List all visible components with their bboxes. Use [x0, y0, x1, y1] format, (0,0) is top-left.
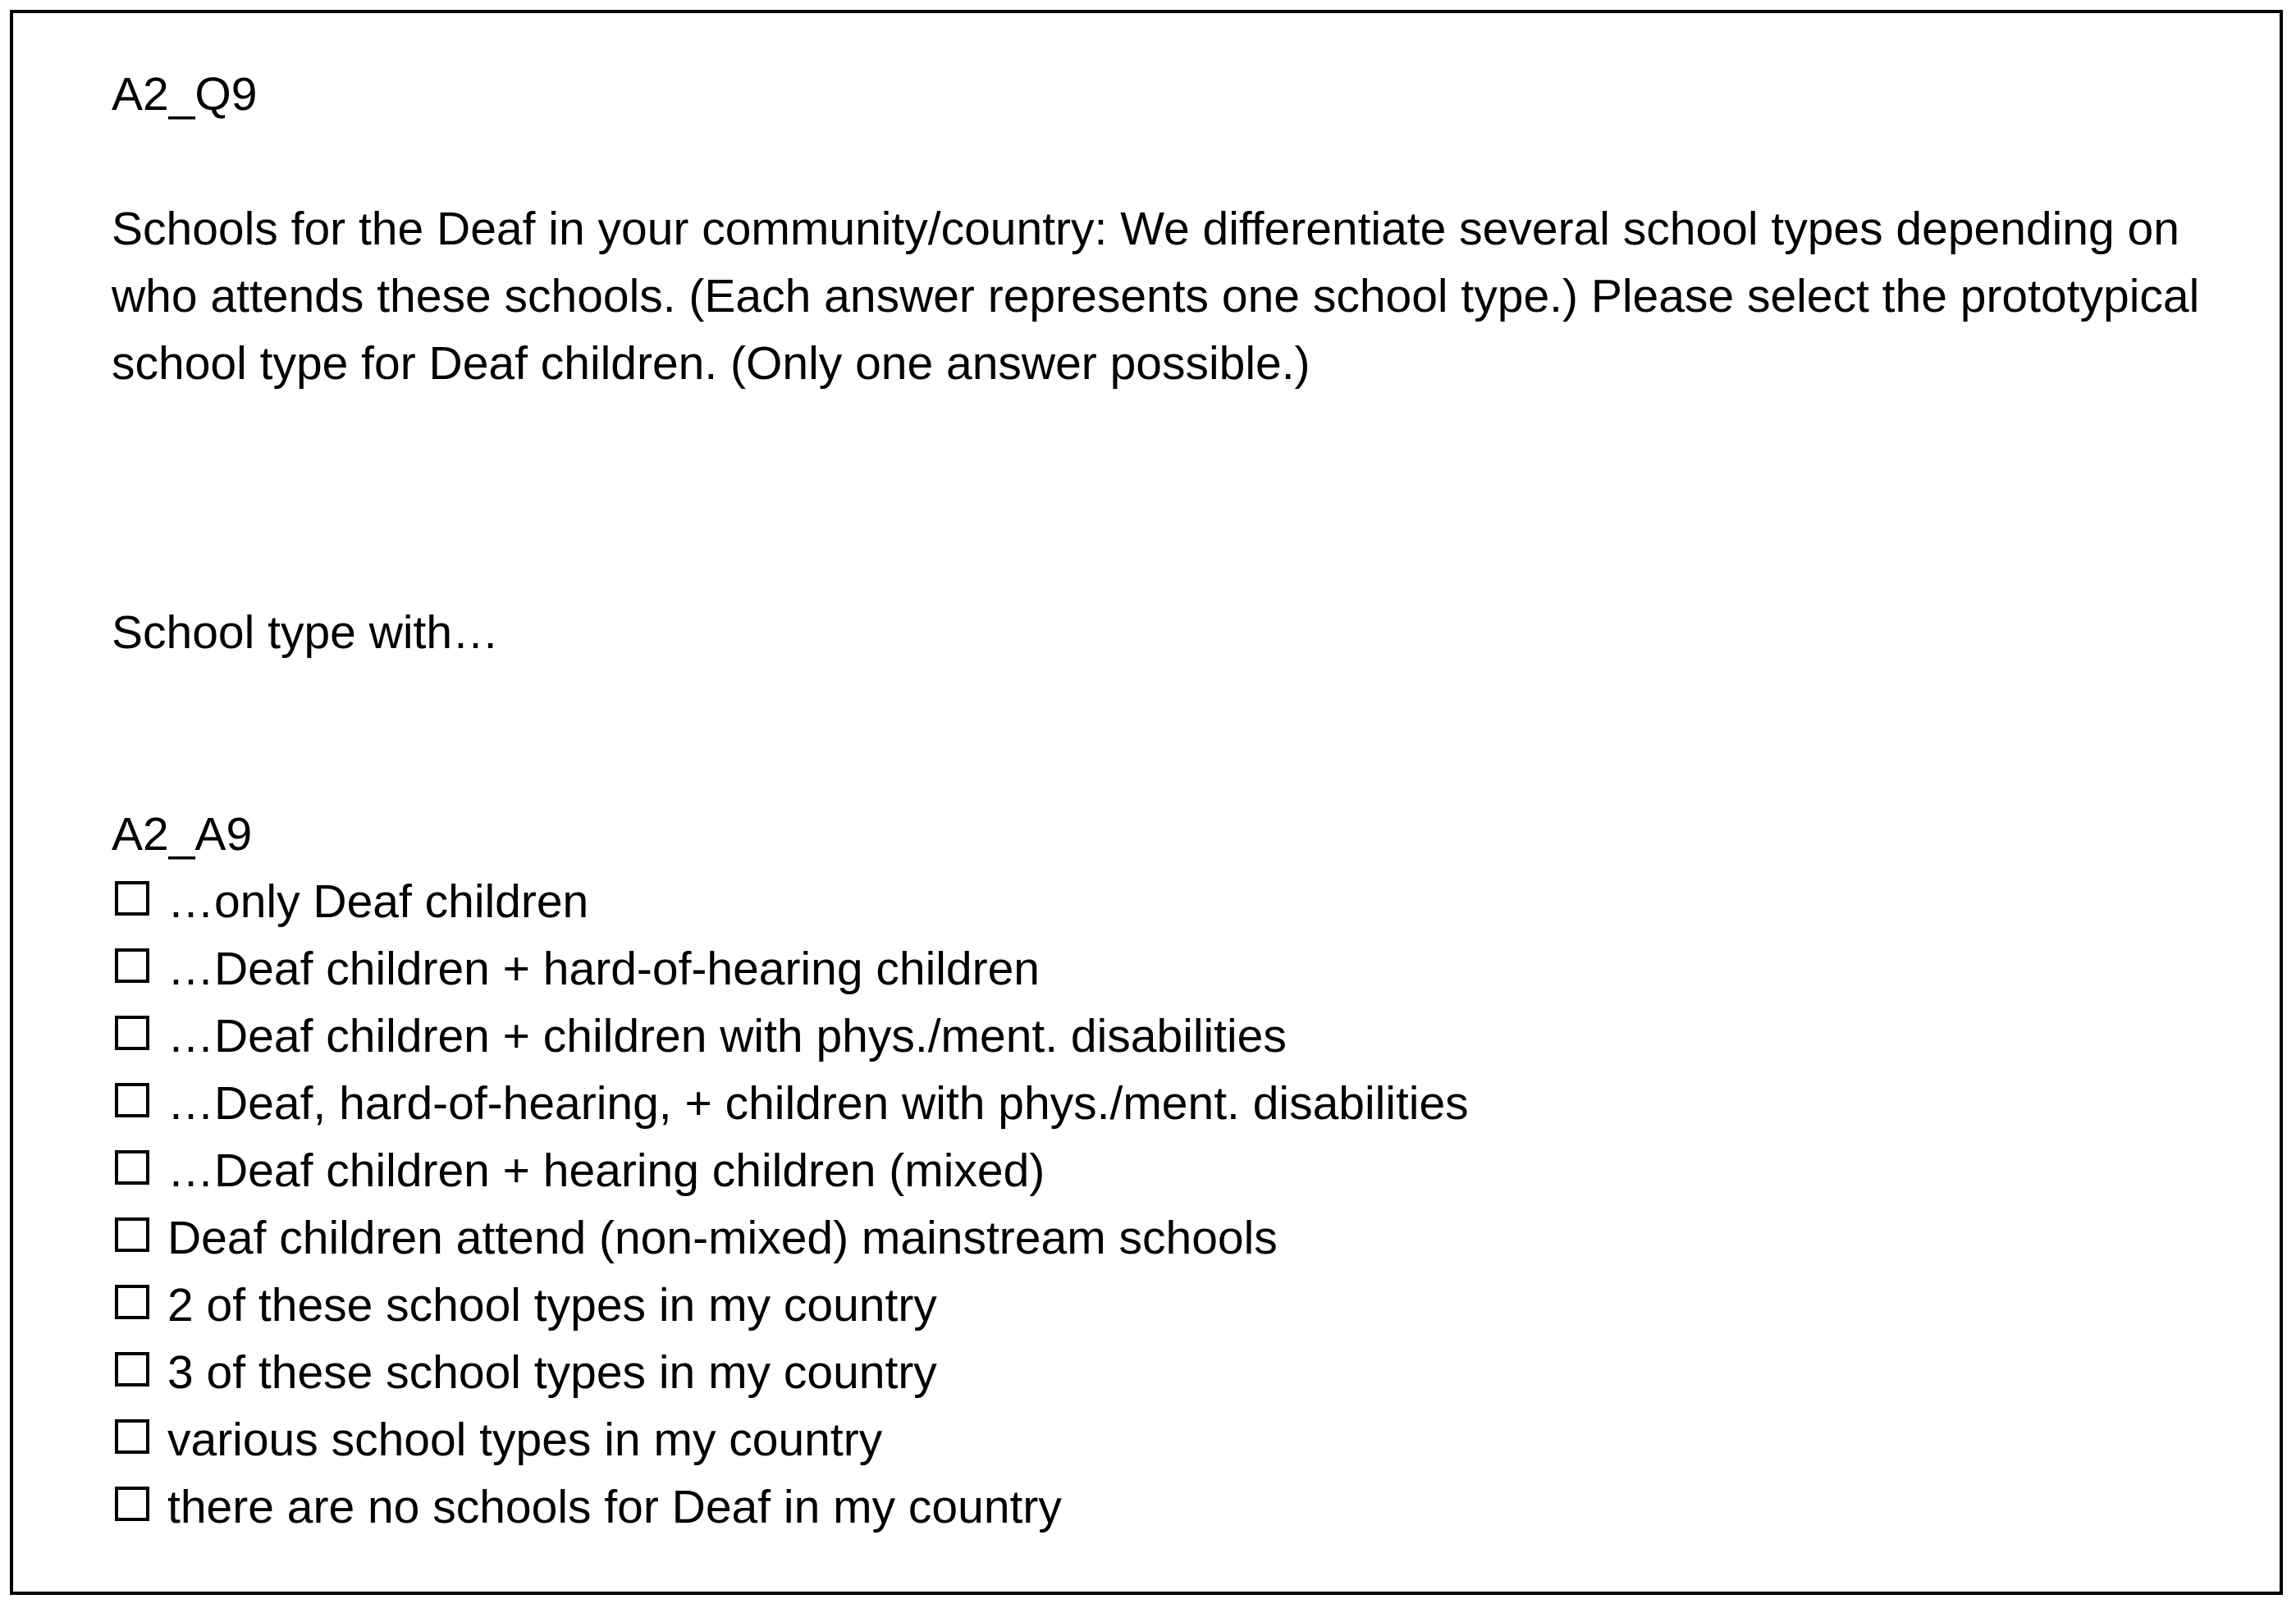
answer-option-label: …Deaf children + hard-of-hearing children	[167, 943, 1040, 995]
answer-option-deaf-hoh-disabilities[interactable]	[112, 1070, 2230, 1137]
question-stem: School type with…	[112, 606, 500, 659]
answer-option-only-deaf[interactable]	[112, 868, 2230, 935]
checkbox-icon[interactable]	[115, 948, 149, 983]
answer-id: A2_A9	[112, 808, 253, 861]
answer-option-label: various school types in my country	[167, 1414, 883, 1466]
answer-option-label: …only Deaf children	[167, 875, 589, 928]
checkbox-icon[interactable]	[115, 1419, 149, 1454]
answer-option-no-schools[interactable]	[112, 1473, 2230, 1541]
answer-option-label: …Deaf children + children with phys./ment. disabilities	[167, 1010, 1287, 1062]
answer-option-label: …Deaf children + hearing children (mixed)	[167, 1144, 1045, 1197]
checkbox-icon[interactable]	[115, 1217, 149, 1252]
checkbox-icon[interactable]	[115, 1150, 149, 1185]
answer-option-deaf-disabilities[interactable]	[112, 1003, 2230, 1070]
answer-option-mainstream[interactable]	[112, 1204, 2230, 1272]
answer-option-deaf-hard-of-hearing[interactable]	[112, 935, 2230, 1003]
checkbox-icon[interactable]	[115, 1487, 149, 1521]
checkbox-icon[interactable]	[115, 1016, 149, 1050]
answer-option-deaf-hearing-mixed[interactable]	[112, 1137, 2230, 1204]
checkbox-icon[interactable]	[115, 1352, 149, 1386]
question-id: A2_Q9	[112, 68, 258, 121]
checkbox-icon[interactable]	[115, 881, 149, 916]
answer-option-label: 3 of these school types in my country	[167, 1346, 937, 1399]
answer-option-various-types[interactable]	[112, 1406, 2230, 1473]
questionnaire-content	[112, 61, 2230, 1541]
answer-options	[112, 868, 2230, 1541]
answer-option-label: there are no schools for Deaf in my country	[167, 1481, 1062, 1533]
questionnaire-frame	[10, 10, 2283, 1595]
checkbox-icon[interactable]	[115, 1083, 149, 1117]
checkbox-icon[interactable]	[115, 1285, 149, 1319]
question-text: Schools for the Deaf in your community/country: We differentiate several school types depending on who attends these schools. (Each answer represents one school type.) Please select the prototypical school type for Deaf children. (Only one answer possible.)	[112, 203, 2200, 390]
answer-option-label: Deaf children attend (non-mixed) mainstream schools	[167, 1212, 1278, 1264]
answer-option-label: …Deaf, hard-of-hearing, + children with phys./ment. disabilities	[167, 1077, 1469, 1130]
answer-option-two-types[interactable]	[112, 1272, 2230, 1339]
answer-option-label: 2 of these school types in my country	[167, 1279, 937, 1332]
answer-option-three-types[interactable]	[112, 1339, 2230, 1406]
